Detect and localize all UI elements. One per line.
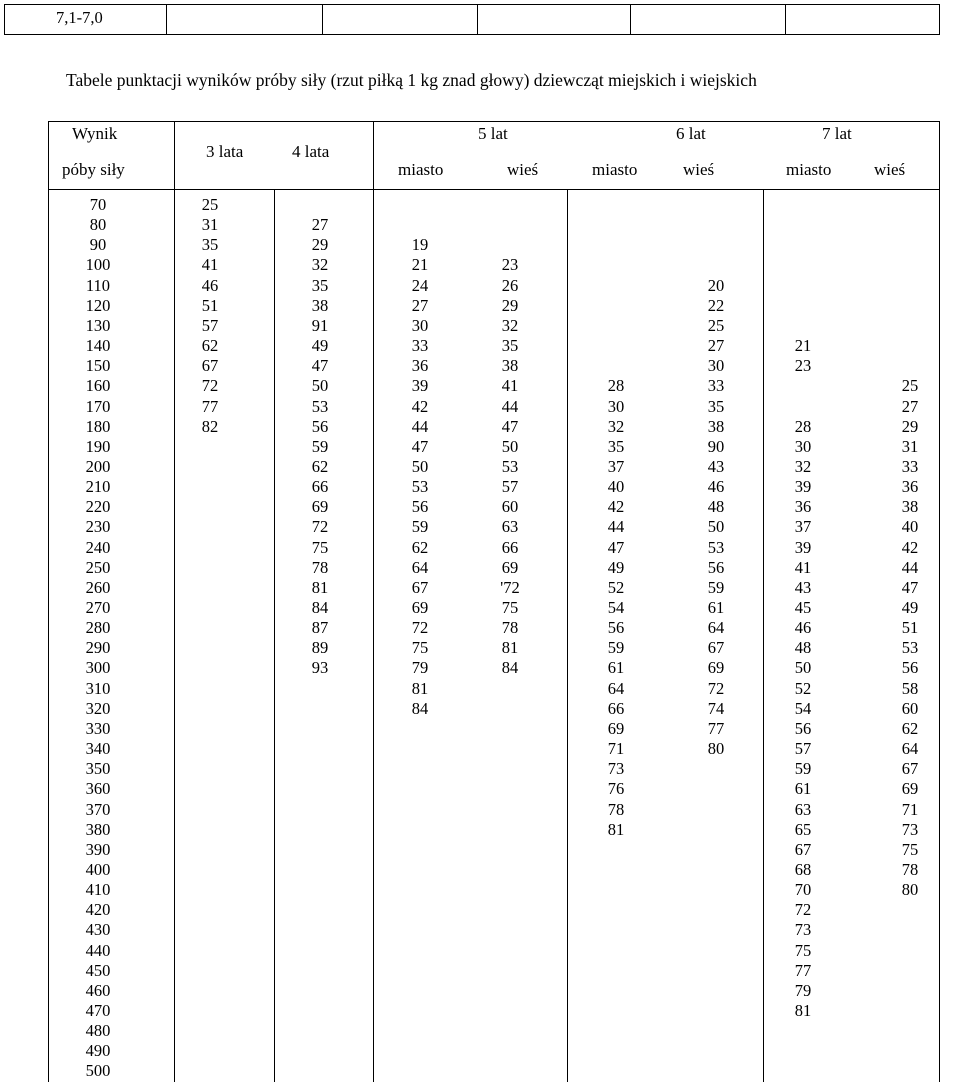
cell-age7-wies: 51: [901, 618, 919, 638]
row-rule: [60, 1018, 932, 1019]
cell-age7-miasto: 81: [794, 1001, 812, 1020]
cell-age5-miasto: 62: [411, 537, 429, 557]
cell-age6-miasto: 64: [607, 678, 625, 698]
cell-age7-wies: 27: [901, 396, 919, 416]
row-rule: [60, 414, 932, 415]
row-rule: [60, 293, 932, 294]
cell-age6-wies: 56: [707, 557, 725, 577]
row-rule: [60, 353, 932, 354]
cell-age7-wies: 36: [901, 477, 919, 497]
cell-score: 490: [85, 1041, 111, 1061]
cell-age4: 53: [311, 396, 329, 416]
row-rule: [60, 857, 932, 858]
header-age-6: 6 lat: [676, 124, 706, 143]
cell-age6-miasto: 44: [607, 517, 625, 537]
cell-age7-miasto: 36: [794, 497, 812, 517]
cell-age5-miasto: 81: [411, 678, 429, 698]
cell-age6-wies: 67: [707, 638, 725, 658]
cell-age7-wies: 38: [901, 497, 919, 517]
cell-age6-miasto: 73: [607, 759, 625, 779]
cell-age7-wies: 62: [901, 718, 919, 738]
cell-age7-wies: 42: [901, 537, 919, 557]
row-rule: [60, 272, 932, 273]
row-rule: [60, 635, 932, 636]
header-bottom-border: [48, 189, 940, 190]
cell-age5-wies: 35: [501, 336, 519, 356]
cell-age7-wies: 58: [901, 678, 919, 698]
cell-age6-wies: 30: [707, 356, 725, 376]
header-age-3: 3 lata: [206, 142, 244, 161]
cell-score: 370: [85, 799, 111, 819]
cell-age3: 41: [201, 255, 219, 275]
cell-age6-miasto: 66: [607, 698, 625, 718]
cell-age6-wies: 33: [707, 376, 725, 396]
header-wynik: Wynik: [72, 124, 118, 143]
cell-age7-wies: 80: [901, 880, 919, 900]
cell-age7-miasto: 28: [794, 416, 812, 436]
cell-age5-miasto: 39: [411, 376, 429, 396]
cell-age4: 93: [311, 658, 329, 678]
cell-age6-miasto: 76: [607, 779, 625, 799]
row-rule: [60, 696, 932, 697]
cell-age7-wies: 56: [901, 658, 919, 678]
row-rule: [60, 796, 932, 797]
row-rule: [60, 252, 932, 253]
cell-age6-wies: 50: [707, 517, 725, 537]
cell-age5-miasto: 33: [411, 336, 429, 356]
table-left-border: [48, 121, 49, 1082]
row-rule: [60, 1078, 932, 1079]
cell-age7-wies: 53: [901, 638, 919, 658]
cell-age3: 72: [201, 376, 219, 396]
cell-age3: 57: [201, 315, 219, 335]
cell-score: 410: [85, 880, 111, 900]
header-6-wies: wieś: [683, 160, 715, 179]
cell-age5-miasto: 47: [411, 436, 429, 456]
cell-age4: 49: [311, 336, 329, 356]
cell-age5-miasto: 56: [411, 497, 429, 517]
row-rule: [60, 575, 932, 576]
cell-age6-miasto: 52: [607, 577, 625, 597]
cell-age5-miasto: 67: [411, 577, 429, 597]
cell-age5-wies: 81: [501, 638, 519, 658]
cell-score: 390: [85, 839, 111, 859]
cell-age6-wies: 59: [707, 577, 725, 597]
cell-score: 320: [85, 698, 111, 718]
cell-age5-wies: 41: [501, 376, 519, 396]
cell-score: 130: [85, 315, 111, 335]
cell-age7-wies: 47: [901, 577, 919, 597]
cell-age5-miasto: 64: [411, 557, 429, 577]
cell-age6-miasto: 32: [607, 416, 625, 436]
cell-age7-wies: 33: [901, 456, 919, 476]
cell-age6-wies: 43: [707, 456, 725, 476]
cell-age5-miasto: 72: [411, 618, 429, 638]
header-age-7: 7 lat: [822, 124, 852, 143]
cell-age4: 89: [311, 638, 329, 658]
row-rule: [60, 534, 932, 535]
cell-age6-miasto: 78: [607, 799, 625, 819]
cell-age5-miasto: 59: [411, 517, 429, 537]
cell-score: 240: [85, 537, 111, 557]
cell-age6-wies: 46: [707, 477, 725, 497]
cell-age7-miasto: 56: [794, 718, 812, 738]
cell-age5-miasto: 84: [411, 698, 429, 718]
cell-age7-wies: 75: [901, 839, 919, 859]
cell-age7-miasto: 70: [794, 880, 812, 900]
cell-age5-wies: 69: [501, 557, 519, 577]
row-rule: [60, 837, 932, 838]
cell-age5-wies: 26: [501, 275, 519, 295]
cell-age5-miasto: 75: [411, 638, 429, 658]
cell-age5-miasto: 36: [411, 356, 429, 376]
row-rule: [60, 1038, 932, 1039]
header-5-wies: wieś: [507, 160, 539, 179]
cell-age6-wies: 22: [707, 295, 725, 315]
cell-age5-wies: 78: [501, 618, 519, 638]
cell-score: 340: [85, 739, 111, 759]
header-proby-sily: póby siły: [62, 160, 125, 179]
row-rule: [60, 776, 932, 777]
cell-age3: 77: [201, 396, 219, 416]
cell-age6-miasto: 30: [607, 396, 625, 416]
cell-age5-wies: 60: [501, 497, 519, 517]
row-rule: [60, 494, 932, 495]
cell-score: 160: [85, 376, 111, 396]
cell-age4: 69: [311, 497, 329, 517]
cell-age6-wies: 90: [707, 436, 725, 456]
cell-score: 420: [85, 900, 111, 920]
cell-score: 80: [89, 215, 107, 235]
row-rule: [60, 917, 932, 918]
cell-age6-miasto: 56: [607, 618, 625, 638]
cell-score: 100: [85, 255, 111, 275]
cell-age7-wies: 73: [901, 819, 919, 839]
cell-age4: 59: [311, 436, 329, 456]
cell-age7-miasto: 54: [794, 698, 812, 718]
cell-age6-wies: 27: [707, 336, 725, 356]
row-rule: [60, 958, 932, 959]
cell-age7-miasto: 41: [794, 557, 812, 577]
cell-age3: 46: [201, 275, 219, 295]
cell-age5-miasto: 79: [411, 658, 429, 678]
row-rule: [60, 373, 932, 374]
cell-age5-wies: 47: [501, 416, 519, 436]
row-rule: [60, 595, 932, 596]
page-title: Tabele punktacji wyników próby siły (rzut piłką 1 kg znad głowy) dziewcząt miejskich i wiejskich: [66, 70, 757, 90]
cell-age6-miasto: 71: [607, 739, 625, 759]
cell-age7-miasto: 67: [794, 839, 812, 859]
row-rule: [60, 736, 932, 737]
cell-age6-wies: 69: [707, 658, 725, 678]
cell-score: 250: [85, 557, 111, 577]
cell-age4: 56: [311, 416, 329, 436]
cell-age5-wies: 23: [501, 255, 519, 275]
cell-age4: 66: [311, 477, 329, 497]
cell-score: 350: [85, 759, 111, 779]
row-rule: [60, 937, 932, 938]
cell-age5-miasto: 44: [411, 416, 429, 436]
row-rule: [60, 716, 932, 717]
header-age-4: 4 lata: [292, 142, 330, 161]
header-age-5: 5 lat: [478, 124, 508, 143]
header-7-wies: wieś: [874, 160, 906, 179]
cell-age7-wies: 71: [901, 799, 919, 819]
row-rule: [60, 393, 932, 394]
cell-age4: 81: [311, 577, 329, 597]
cell-age6-miasto: 42: [607, 497, 625, 517]
cell-score: 290: [85, 638, 111, 658]
cell-age5-wies: 63: [501, 517, 519, 537]
cell-score: 230: [85, 517, 111, 537]
cell-age4: 29: [311, 235, 329, 255]
cell-age7-miasto: 73: [794, 920, 812, 940]
cell-age4: 87: [311, 618, 329, 638]
cell-age4: 62: [311, 456, 329, 476]
cell-age5-wies: 32: [501, 315, 519, 335]
cell-age4: 27: [311, 215, 329, 235]
row-rule: [60, 514, 932, 515]
cell-age3: 67: [201, 356, 219, 376]
cell-age6-wies: 80: [707, 739, 725, 759]
cell-age5-miasto: 69: [411, 598, 429, 617]
header-6-miasto: miasto: [592, 160, 638, 179]
cell-age5-wies: 57: [501, 477, 519, 497]
cell-score: 180: [85, 416, 111, 436]
cell-age7-miasto: 77: [794, 960, 812, 980]
cell-score: 480: [85, 1021, 111, 1041]
cell-age4: 91: [311, 315, 329, 335]
cell-age3: 35: [201, 235, 219, 255]
cell-age7-miasto: 21: [794, 336, 812, 356]
cell-age7-wies: 31: [901, 436, 919, 456]
row-rule: [60, 555, 932, 556]
cell-age7-miasto: 57: [794, 739, 812, 759]
cell-age5-miasto: 42: [411, 396, 429, 416]
cell-age7-miasto: 37: [794, 517, 812, 537]
cell-score: 280: [85, 618, 111, 638]
header-5-miasto: miasto: [398, 160, 444, 179]
cell-age5-miasto: 50: [411, 456, 429, 476]
cell-age7-miasto: 39: [794, 537, 812, 557]
cell-age7-miasto: 48: [794, 638, 812, 658]
row-rule: [60, 675, 932, 676]
cell-age7-wies: 69: [901, 779, 919, 799]
cell-score: 260: [85, 577, 111, 597]
cell-age6-miasto: 35: [607, 436, 625, 456]
cell-score: 400: [85, 859, 111, 879]
row-rule: [60, 313, 932, 314]
cell-age6-miasto: 59: [607, 638, 625, 658]
cell-score: 200: [85, 456, 111, 476]
cell-age7-miasto: 61: [794, 779, 812, 799]
row-rule: [60, 232, 932, 233]
cell-age6-wies: 72: [707, 678, 725, 698]
cell-score: 190: [85, 436, 111, 456]
cell-age4: 47: [311, 356, 329, 376]
cell-score: 450: [85, 960, 111, 980]
row-rule: [60, 615, 932, 616]
cell-age7-miasto: 30: [794, 436, 812, 456]
cell-age5-miasto: 30: [411, 315, 429, 335]
cell-score: 220: [85, 497, 111, 517]
row-rule: [60, 756, 932, 757]
cell-age7-miasto: 75: [794, 940, 812, 960]
cell-age4: 32: [311, 255, 329, 275]
cell-score: 470: [85, 1001, 111, 1020]
cell-score: 140: [85, 336, 111, 356]
cell-age7-miasto: 63: [794, 799, 812, 819]
cell-age5-wies: 50: [501, 436, 519, 456]
cell-score: 300: [85, 658, 111, 678]
cell-age5-miasto: 53: [411, 477, 429, 497]
header-7-miasto: miasto: [786, 160, 832, 179]
cell-score: 380: [85, 819, 111, 839]
cell-age5-wies: 29: [501, 295, 519, 315]
cell-age5-miasto: 21: [411, 255, 429, 275]
cell-age6-wies: 61: [707, 598, 725, 617]
cell-score: 330: [85, 718, 111, 738]
cell-score: 170: [85, 396, 111, 416]
cell-age7-miasto: 72: [794, 900, 812, 920]
row-rule: [60, 998, 932, 999]
cell-age5-wies: 75: [501, 598, 519, 617]
cell-age7-wies: 25: [901, 376, 919, 396]
cell-age7-wies: 44: [901, 557, 919, 577]
cell-age5-wies: 66: [501, 537, 519, 557]
cell-age4: 35: [311, 275, 329, 295]
cell-age4: 84: [311, 598, 329, 617]
cell-age6-wies: 38: [707, 416, 725, 436]
cell-age3: 31: [201, 215, 219, 235]
cell-age7-miasto: 32: [794, 456, 812, 476]
cell-age6-miasto: 40: [607, 477, 625, 497]
cell-score: 360: [85, 779, 111, 799]
cell-score: 120: [85, 295, 111, 315]
cell-age6-miasto: 28: [607, 376, 625, 396]
cell-age3: 62: [201, 336, 219, 356]
cell-age7-miasto: 68: [794, 859, 812, 879]
cell-age6-wies: 25: [707, 315, 725, 335]
cell-age7-wies: 29: [901, 416, 919, 436]
cell-score: 90: [89, 235, 107, 255]
row-rule: [60, 454, 932, 455]
cell-age5-wies: 44: [501, 396, 519, 416]
cell-age5-miasto: 24: [411, 275, 429, 295]
cell-age6-wies: 20: [707, 275, 725, 295]
cell-age6-miasto: 37: [607, 456, 625, 476]
cell-age7-wies: 78: [901, 859, 919, 879]
cell-age4: 75: [311, 537, 329, 557]
cell-age4: 78: [311, 557, 329, 577]
cell-score: 460: [85, 980, 111, 1000]
cell-age7-wies: 60: [901, 698, 919, 718]
cell-age6-miasto: 49: [607, 557, 625, 577]
cell-age6-wies: 77: [707, 718, 725, 738]
cell-age6-miasto: 81: [607, 819, 625, 839]
cell-age6-miasto: 47: [607, 537, 625, 557]
cell-age7-miasto: 43: [794, 577, 812, 597]
cell-age5-miasto: 19: [411, 235, 429, 255]
cell-age7-miasto: 23: [794, 356, 812, 376]
cell-score: 110: [85, 275, 111, 295]
row-rule: [60, 474, 932, 475]
cell-age6-miasto: 69: [607, 718, 625, 738]
row-rule: [60, 333, 932, 334]
cell-age6-wies: 74: [707, 698, 725, 718]
cell-score: 430: [85, 920, 111, 940]
cell-age3: 82: [201, 416, 219, 436]
cell-age6-wies: 35: [707, 396, 725, 416]
cell-age4: 38: [311, 295, 329, 315]
cell-score: 70: [89, 195, 107, 214]
row-rule: [60, 877, 932, 878]
cell-age6-wies: 48: [707, 497, 725, 517]
cell-age7-miasto: 50: [794, 658, 812, 678]
cell-age5-miasto: 27: [411, 295, 429, 315]
cell-age5-wies: 53: [501, 456, 519, 476]
cell-age7-miasto: 79: [794, 980, 812, 1000]
cell-age7-miasto: 52: [794, 678, 812, 698]
cell-score: 270: [85, 598, 111, 617]
cell-age5-wies: 38: [501, 356, 519, 376]
cell-age6-wies: 64: [707, 618, 725, 638]
cell-score: 440: [85, 940, 111, 960]
row-rule: [60, 897, 932, 898]
cell-age3: 25: [201, 195, 219, 214]
cell-age7-miasto: 65: [794, 819, 812, 839]
top-row-label: 7,1-7,0: [56, 8, 103, 27]
cell-age7-wies: 64: [901, 739, 919, 759]
cell-score: 210: [85, 477, 111, 497]
row-rule: [60, 434, 932, 435]
row-rule: [60, 978, 932, 979]
cell-score: 500: [85, 1061, 111, 1081]
row-rule: [60, 817, 932, 818]
cell-age7-miasto: 46: [794, 618, 812, 638]
cell-age6-miasto: 54: [607, 598, 625, 617]
cell-age5-wies: '72: [500, 577, 520, 597]
cell-age7-miasto: 45: [794, 598, 812, 617]
cell-age7-wies: 67: [901, 759, 919, 779]
row-rule: [60, 655, 932, 656]
cell-age7-miasto: 59: [794, 759, 812, 779]
cell-age7-wies: 40: [901, 517, 919, 537]
row-rule: [60, 1058, 932, 1059]
cell-age7-wies: 49: [901, 598, 919, 617]
cell-age4: 50: [311, 376, 329, 396]
table-top-border: [48, 121, 940, 122]
row-rule: [60, 212, 932, 213]
cell-age6-miasto: 61: [607, 658, 625, 678]
cell-age3: 51: [201, 295, 219, 315]
cell-age7-miasto: 39: [794, 477, 812, 497]
cell-score: 310: [85, 678, 111, 698]
cell-score: 150: [85, 356, 111, 376]
cell-age6-wies: 53: [707, 537, 725, 557]
cell-age4: 72: [311, 517, 329, 537]
cell-age5-wies: 84: [501, 658, 519, 678]
